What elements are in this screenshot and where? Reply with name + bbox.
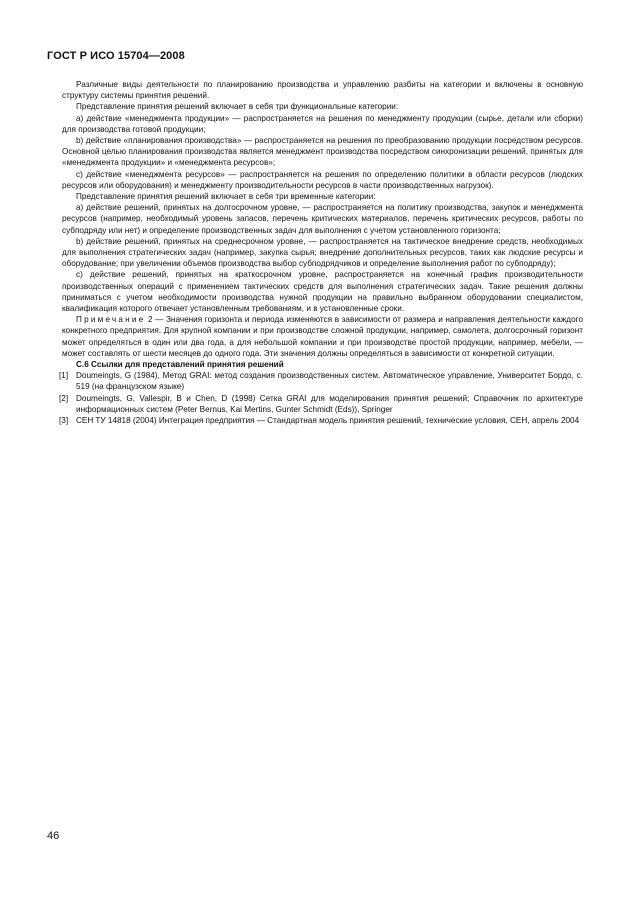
reference-number: [1] [59,371,69,381]
document-header: ГОСТ Р ИСО 15704—2008 [47,50,185,62]
reference-number: [2] [59,393,69,403]
reference-text: CEH TУ 14818 (2004) Интеграция предприятия — Стандартная модель принятия решений, технические условия, СЕН, апрель 2004 [76,416,580,426]
paragraph-temporal-c: c) действие решений, принятых на краткосрочном уровне, распространяется на конечный график производительности производственных операций с применением тактических средств для выполнения стратегических задач. Такие решения должны приниматься с учетом необходимости производства нужной продукции на правильно выбранном оборудовании специалистом, квалификация которого отвечает установленным требованиям, и в установленные сроки. [62,270,583,314]
reference-item [59,415,583,426]
note-paragraph [62,314,583,359]
paragraph-functional-b: b) действие «планирования производства» — распространяется на решения по преобразованию продукции посредством ресурсов. Основной целью планирования производства является менеджмент производства посредством синхронизации решений, принятых для «менеджмента продукции» и «менеджмента ресурсов»; [62,136,583,168]
note-label: Примечание [76,315,146,325]
paragraph-functional-a: а) действие «менеджмента продукции» — распространяется на решения по менеджменту продукции (сырье, детали или сборки) для производства готовой продукции; [62,113,583,134]
paragraph-intro: Различные виды деятельности по планированию производства и управлению разбиты на категории и включены в основную структуру системы принятия решений. [62,80,583,101]
reference-number: [3] [59,416,69,426]
page-number: 46 [47,830,60,842]
reference-item [59,393,583,415]
paragraph-functional-c: c) действие «менеджмента ресурсов» — распространяется на решения по определению политики в области ресурсов (людских ресурсов или оборудования) и менеджменту производительности ресурсов в части производственных нагрузок). [62,169,583,190]
main-content [59,79,583,426]
reference-text: Doumeingts, G (1984), Метод GRAI: метод создания производственных систем. Автоматическое управление, Университет Бордо, с. 519 (на французском языке) [76,371,583,392]
note-text: 2 — Значения горизонта и периода изменяются в зависимости от размера и направления деятельности каждого конкретного предприятия. Для крупной компании и при производстве сложной продукции, например, самолета, долгосрочный горизонт может определяться в один или два года, а для небольшой компании и при производстве простой продукции, например, мебели, — может составлять от шести месяцев до одного года. Эти значения должны определяться в зависимости от конкретной ситуации. [62,315,583,358]
reference-item [59,370,583,392]
section-title: C.6 Ссылки для представлений принятия решений [76,360,284,370]
reference-text: Doumeingts, G, Vallespir, B и Chen, D (1998) Сетка GRAI для моделирования принятия решений; Справочник по архитектуре информационных систем (Peter Bernus, Kai Mertins, Gunter Schmidt (Eds)), Springer [76,393,583,414]
reference-list [59,370,583,426]
paragraph-temporal-b: b) действие решений, принятых на среднесрочном уровне, — распространяется на тактическое внедрение средств, необходимых для выполнения стратегических задач (например, закупка сырья; внедрение дополнительных ресурсов, таких как людские ресурсы и оборудование; при увеличении объемов производства выбор субподрядчиков и определение выполнения работ по субподряду); [62,236,583,269]
paragraph-temporal-categories: Представление принятия решений включает в себя три временные категории: [76,192,376,202]
paragraph-functional-categories: Представление принятия решений включает в себя три функциональные категории: [76,102,399,112]
paragraph-temporal-a: а) действие решений, принятых на долгосрочном уровне, — распространяется на политику производства, закупок и менеджмента ресурсов (например, необходимый уровень запасов, перечень критических материалов, перечень критических ресурсов, работы по субподряду или нет) и определение производственных задач для выполнения с учетом установленного горизонта; [62,203,583,235]
